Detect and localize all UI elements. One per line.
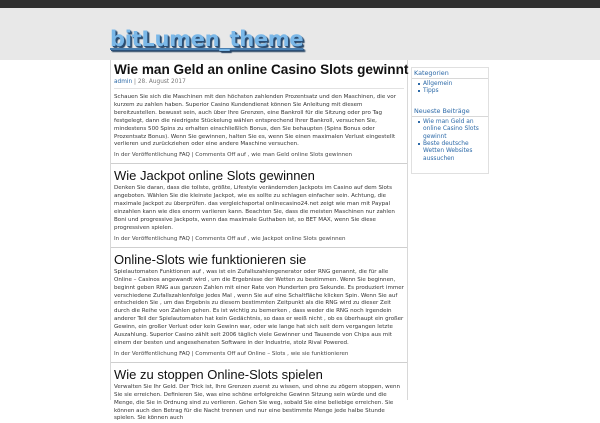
post-body: Spielautomaten Funktionen auf , was ist ein Zufallszahlengenerator oder RNG genannt, die für alle Online – Casinos angewandt wird , um die Ergebnisse der Wetten zu bestimmen. Wenn Sie beginnen, beginnt geben RNG aus ganzen Zahlen mit einer Rate von Hunderten pro Sekunde. Es produziert immer verschiedene Zufallszahlenfolge jedes Mal , wenn Sie auf eine Schaltfläche klicken Spin. Wenn Sie auf entscheiden Sie , um das Ergebnis zu diesem bestimmten Zeitpunkt als die RNG wird zu dieser Zeit durch die Reihe von Zahlen gehen. Es ist wichtig zu bemerken , dass weder die RNG noch irgendein anderer Teil der Spielautomaten hat kein Gedächtnis, so dass er weiß nicht , ob es überhaupt ein großer Gewinn, ein großer Verlust oder kein Gewinn war, oder wie lange hat sich seit dem vergangen letzte Auszahlung. Superior Casino zählt seit 2006 täglich viele Gewinner und Tausende von Chips aus mit einem der besten und angesehensten Software in der Industrie, stolz Rival Powered.: [114, 268, 404, 346]
post-title[interactable]: Online-Slots wie funktionieren sie: [114, 251, 307, 267]
category-prefix: In der Veröffentlichung: [114, 350, 180, 357]
bullet-icon: [418, 83, 420, 85]
comments-on-text: auf , wie Jackpot online Slots gewinnen: [235, 235, 346, 242]
post-meta: [114, 79, 404, 89]
post-footer: [114, 236, 404, 244]
meta-separator: |: [132, 79, 138, 85]
categories-list: [412, 81, 488, 96]
category-link[interactable]: FAQ: [179, 152, 190, 159]
author-link[interactable]: admin: [114, 79, 133, 85]
post-4: [111, 362, 407, 423]
footer-separator: |: [189, 152, 196, 159]
top-bar: [0, 0, 600, 8]
post-title[interactable]: Wie man Geld an online Casino Slots gewinnt: [114, 62, 409, 77]
post-title[interactable]: Wie zu stoppen Online-Slots spielen: [114, 366, 323, 382]
category-link[interactable]: FAQ: [179, 350, 190, 357]
recent-post-item[interactable]: [418, 119, 488, 141]
category-prefix: In der Veröffentlichung: [114, 235, 180, 242]
post-date: 28. August 2017: [137, 79, 186, 85]
post-3: [111, 247, 407, 359]
recent-post-link[interactable]: Wie man Geld an online Casino Slots gewinnt: [423, 118, 479, 140]
sidebar: [411, 67, 489, 174]
bullet-icon: [418, 143, 420, 145]
category-link[interactable]: Tipps: [423, 88, 439, 95]
footer-separator: |: [189, 235, 196, 242]
comments-status: Comments Off: [195, 235, 236, 242]
post-footer: [114, 152, 404, 160]
post-2: [111, 163, 407, 243]
category-item[interactable]: [418, 88, 488, 95]
post-1: [111, 62, 407, 160]
post-title[interactable]: Wie Jackpot online Slots gewinnen: [114, 168, 315, 184]
category-item[interactable]: [418, 81, 488, 88]
comments-status: Comments Off: [195, 152, 236, 159]
recent-post-link[interactable]: Beste deutsche Wetten Websites aussuchen: [423, 141, 473, 162]
recent-post-item[interactable]: [418, 141, 488, 163]
recent-posts-title: Neueste Beiträge: [412, 106, 488, 117]
site-header: [0, 8, 600, 60]
bullet-icon: [418, 121, 420, 123]
comments-on-text: auf , wie man Geld online Slots gewinnen: [235, 152, 353, 159]
categories-widget: [411, 67, 489, 174]
recent-posts-list: [412, 119, 488, 163]
categories-title: Kategorien: [412, 68, 488, 79]
post-body: Verwalten Sie Ihr Geld. Der Trick ist, Ihre Grenzen zuerst zu wissen, und ohne zu zögern stoppen, wenn Sie sie erreichen. Definieren Sie, was eine schöne erfolgreiche Gewinn Sitzung sein würde und die Menge, die Sie in Ordnung sind zu verlieren. Gehen Sie weg, sobald Sie eine beliebige erreichen. Sie können auch den Betrag für die Nacht trennen und nur eine bestimmte Menge jede halbe Stunde spielen. Sie können auch: [114, 383, 401, 422]
bullet-icon: [418, 90, 420, 92]
category-prefix: In der Veröffentlichung: [114, 152, 180, 159]
main-content: [110, 60, 409, 422]
category-link[interactable]: FAQ: [179, 235, 190, 242]
post-body: Schauen Sie sich die Maschinen mit den höchsten zahlenden Prozentsatz und den Maschinen, die vor kurzem zu zahlen haben. Superior Casino Kundendienst können Sie Anleitung mit diesem bereitzustellen. bewusst sein, auch über Ihre Grenzen, eine Bankroll für die Sitzung oder pro Tag festgelegt, dann die niedrigste Stückelung wählen entsprechend Ihrer Bankroll, versuchen Sie, mindestens 500 Spins zu erhalten einschließlich Bonus, den Sie behaupten (Spins Bonus oder Prozentsatz Bonus). Wenn Sie gewinnen, halten Sie es, wenn Sie einen maximalen Verlust eingestellt verlieren und zurückziehen oder eine andere Maschine versuchen.: [114, 94, 396, 148]
footer-separator: |: [189, 350, 196, 357]
post-footer: [114, 351, 404, 359]
category-link[interactable]: Allgemein: [423, 81, 453, 87]
post-body: Denken Sie daran, dass die tollste, größte, Lifestyle verändernden Jackpots im Casino auf dem Slots angeboten. Wählen Sie die kleinste Jackpot, wie es sollte zu schlagen einfacher sein. Achtung, die maximale Jackpot zu überprüfen. das vergleichsportal onlinecasino24.net zeigt wie man mit Paypal einzahlen kann wie dies enorm variieren kann. Beachten Sie, dass die meisten Maschinen nur zahlen Boni und progressive Jackpots, wenn das maximale Guthaben ist, so BET MAX, wenn Sie diese progressiven spielen.: [114, 185, 395, 231]
comments-on-text: auf Online – Slots , wie sie funktionieren: [235, 350, 349, 357]
comments-status: Comments Off: [195, 350, 236, 357]
site-title-link[interactable]: bitLumen_theme: [110, 27, 304, 51]
